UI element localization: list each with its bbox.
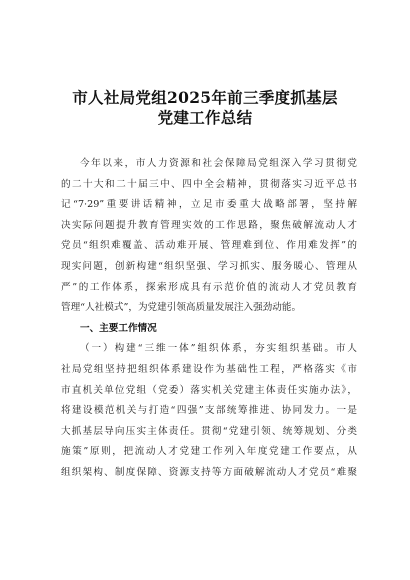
intro-line: 记“7·29”重要讲话精神，立足市委重大战略部署，坚持解 xyxy=(61,199,357,211)
intro-line: 严”的工作体系，探索形成具有示范价值的流动人才党员教育 xyxy=(61,281,357,293)
section-line: 将建设模范机关与打造“四强”支部统筹推进、协同发力。一是 xyxy=(61,405,357,417)
section-heading: 一、主要工作情况 xyxy=(80,322,157,334)
section-line: （一）构建“三维一体”组织体系，夯实组织基础。市人 xyxy=(80,343,357,355)
section-line: 市直机关单位党组（党委）落实机关党建主体责任实施办法》， xyxy=(61,384,357,396)
intro-line: 今年以来，市人力资源和社会保障局党组深入学习贯彻党 xyxy=(80,158,357,169)
document-title-line-2: 党建工作总结 xyxy=(157,108,253,127)
intro-line: 现实问题，创新构建“组织坚强、学习抓实、服务暖心、管理从 xyxy=(61,260,357,272)
document-body xyxy=(61,154,357,484)
document-title-line-1: 市人社局党组2025年前三季度抓基层 xyxy=(72,88,338,107)
section-line: 社局党组坚持把组织体系建设作为基础性工程，严格落实《市 xyxy=(61,363,357,375)
section-line: 组织架构、制度保障、资源支持等方面破解流动人才党员“难聚 xyxy=(61,466,357,478)
intro-line: 的二十大和二十届三中、四中全会精神，贯彻落实习近平总书 xyxy=(61,178,357,190)
intro-line: 决实际问题提升教育管理实效的工作思路，聚焦破解流动人才 xyxy=(61,219,357,231)
section-line: 施策”原则，把流动人才党建工作列入年度党建工作要点，从 xyxy=(61,446,357,458)
section-line: 大抓基层导向压实主体责任。贯彻“党建引领、统筹规划、分类 xyxy=(61,425,357,437)
intro-line: 党员“组织难覆盖、活动难开展、管理难到位、作用难发挥”的 xyxy=(61,240,357,252)
intro-line: 管理“人社模式”，为党建引领高质量发展注入强劲动能。 xyxy=(61,302,302,314)
